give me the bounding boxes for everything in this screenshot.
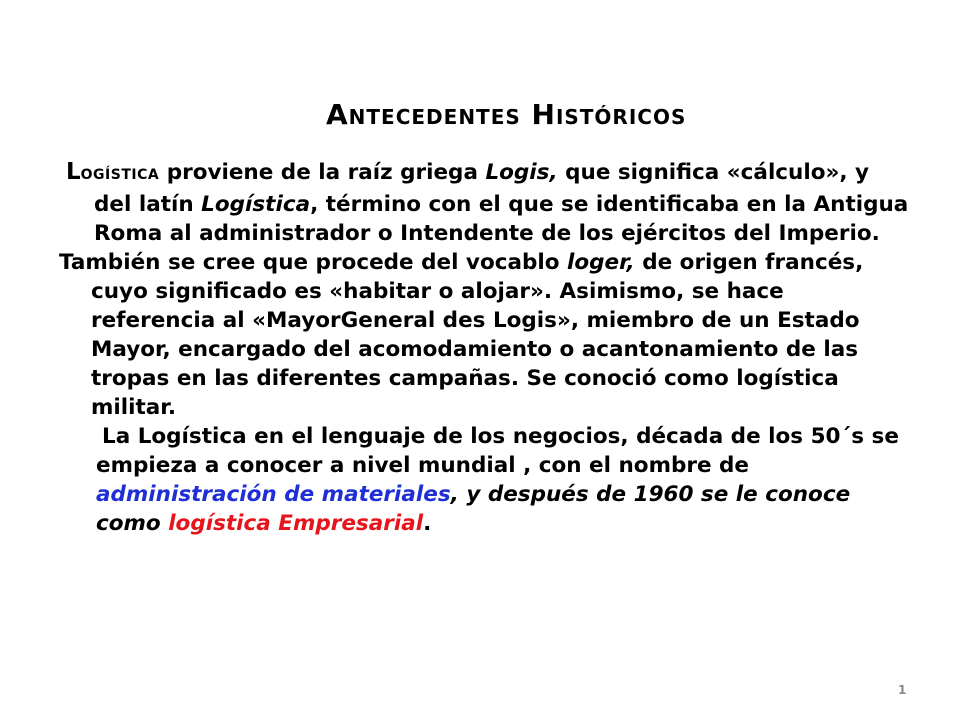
highlight-logistica-empresarial: logística Empresarial [168,511,424,536]
page-number: 1 [898,683,907,697]
small-caps-lead-rest: OGÍSTICA [80,167,160,183]
highlight-administracion-de-materiales: administración de materiales [96,482,451,507]
paragraph1-text-3: , término con el que se identificaba en la Antigua Roma al administrador o Intendente de los ejércitos del Imperio. [94,192,909,246]
paragraph3-text-1: La Logística en el lenguaje de los negocios, década de los 50´s se empieza a conocer a nivel mundial , con el nombre de [96,424,899,478]
small-caps-lead-initial: L [66,159,81,185]
slide-body [59,158,912,538]
paragraph-business-logistics [62,422,912,538]
paragraph3-text-2: , y después de 1960 se le conoce como [96,482,851,536]
paragraph2-text-1: También se cree que procede del vocablo [59,250,567,275]
paragraph1-text-1: proviene de la raíz griega [159,160,486,185]
paragraph1-italic-logistica: Logística [201,192,311,217]
paragraph3-text-3: . [423,511,432,536]
paragraph-etymology-french [59,248,912,422]
paragraph1-italic-logis: Logis, [485,160,558,185]
paragraph2-italic-loger: loger, [567,250,635,275]
paragraph1-text-2: que significa «cálculo», y del latín [94,160,870,217]
slide-title: Antecedentes Históricos [326,98,687,131]
paragraph2-text-2: de origen francés, cuyo significado es «habitar o alojar». Asimismo, se hace referencia al «MayorGeneral des Logis», miembro de un Estado Mayor, encargado del acomodamiento o acantonamiento de las tropas en las diferentes campañas. Se conoció como logística militar. [91,250,864,420]
paragraph-etymology-greek-latin [62,158,912,248]
